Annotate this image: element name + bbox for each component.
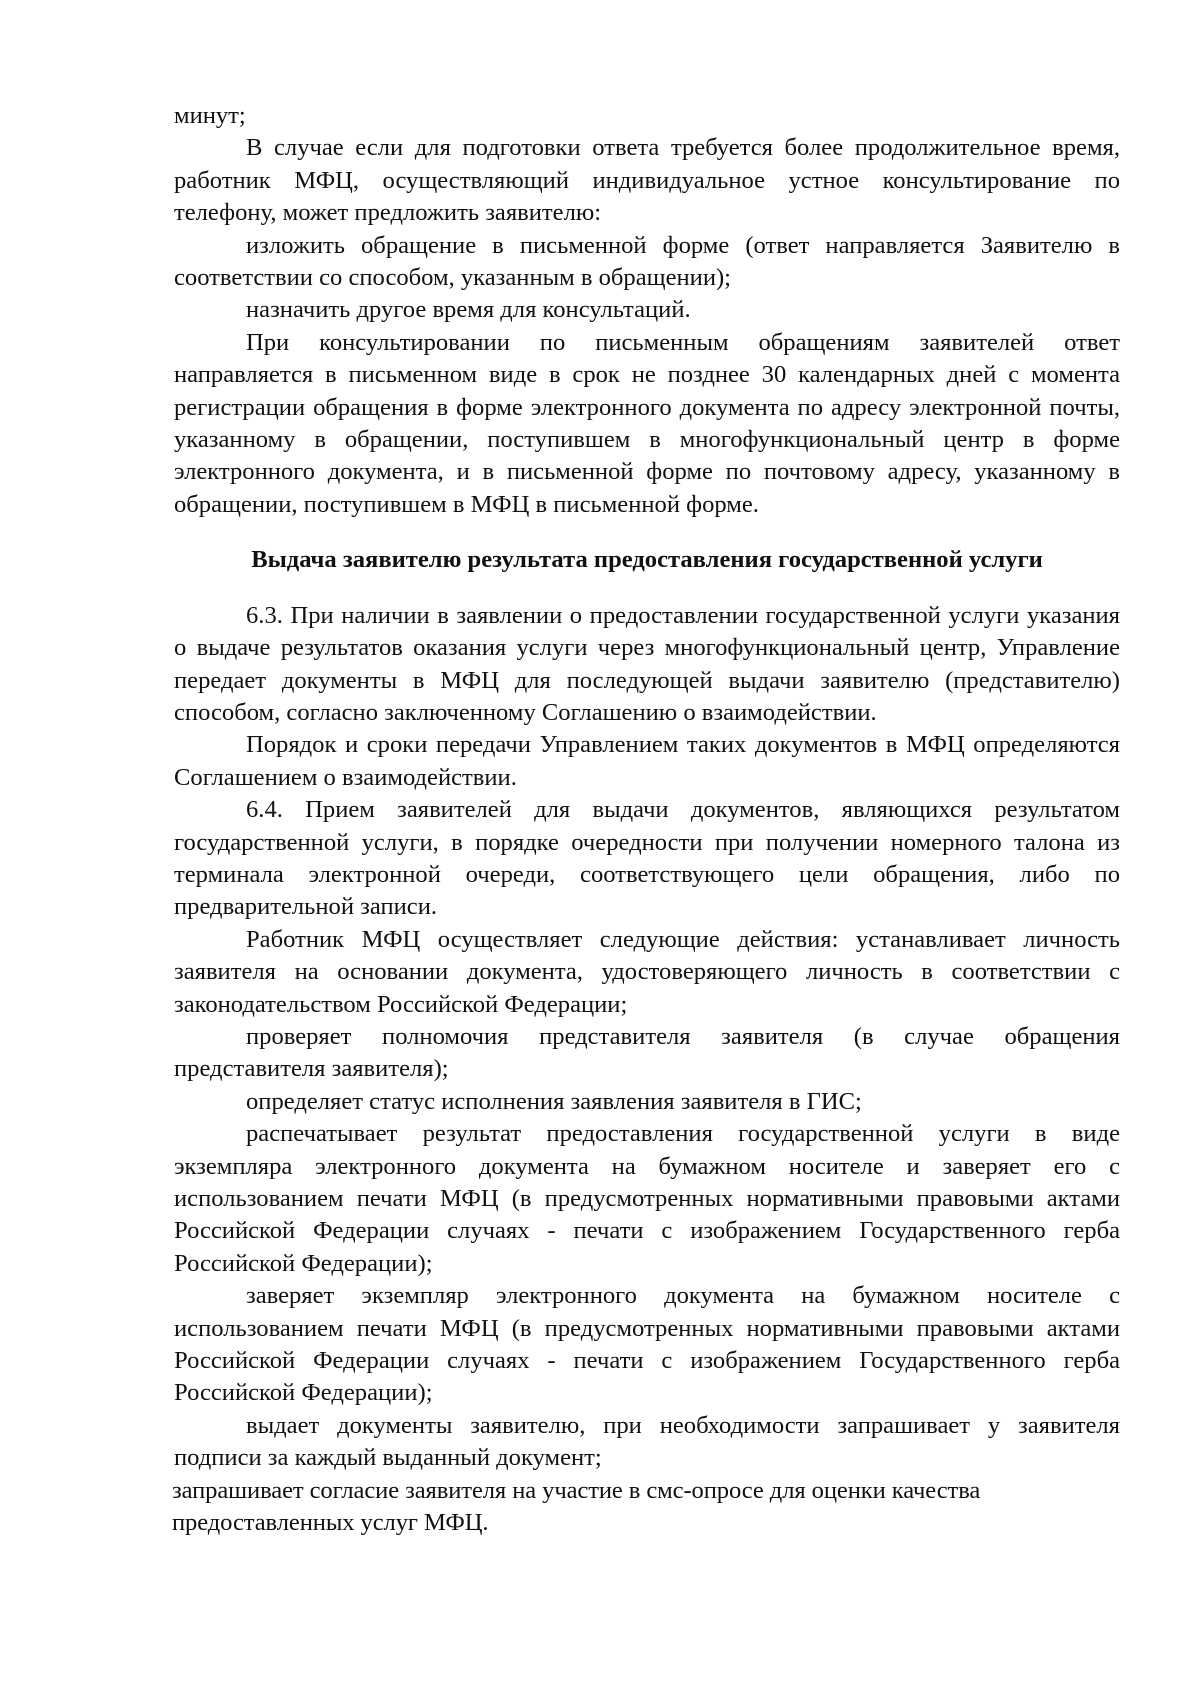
paragraph-print-result: распечатывает результат предоставления государственной услуги в виде экземпляра электронного документа на бумажном носителе и заверяет его с использованием печати МФЦ (в предусмотренных нормативными правовыми актами Российской Федерации случаях - печати с изображением Государственного герба Российской Федерации); xyxy=(174,1120,1120,1277)
paragraph-worker-actions: Работник МФЦ осуществляет следующие действия: устанавливает личность заявителя на основании документа, удостоверяющего личность в соответствии с законодательством Российской Федерации; xyxy=(174,925,1120,1018)
paragraph-written-consulting: При консультировании по письменным обращениям заявителей ответ направляется в письменном виде в срок не позднее 30 календарных дней с момента регистрации обращения в форме электронного документа по адресу электронной почты, указанному в обращении, поступившем в многофункциональный центр в форме электронного документа, и в письменной форме по почтовому адресу, указанному в обращении, поступившем в МФЦ в письменной форме. xyxy=(174,328,1120,518)
paragraph-transfer-order: Порядок и сроки передачи Управлением таких документов в МФЦ определяются Соглашением о взаимодействии. xyxy=(174,731,1120,791)
section-heading: Выдача заявителю результата предоставления государственной услуги xyxy=(251,546,1043,574)
paragraph-certify-copy: заверяет экземпляр электронного документа на бумажном носителе с использованием печати МФЦ (в предусмотренных нормативными правовыми актами Российской Федерации случаях - печати с изображением Государственного герба Российской Федерации); xyxy=(174,1282,1120,1407)
paragraph-status: определяет статус исполнения заявления заявителя в ГИС; xyxy=(246,1087,862,1115)
paragraph-written-request: изложить обращение в письменной форме (ответ направляется Заявителю в соответствии со способом, указанным в обращении); xyxy=(174,231,1120,292)
paragraph-check-authority: проверяет полномочия представителя заявителя (в случае обращения представителя заявителя); xyxy=(174,1022,1120,1083)
paragraph-6-4: 6.4. Прием заявителей для выдачи документов, являющихся результатом государственной услуги, в порядке очередности при получении номерного талона из терминала электронной очереди, соответствующего цели обращения, либо по предварительной записи. xyxy=(174,796,1120,921)
paragraph-longer-answer: В случае если для подготовки ответа требуется более продолжительное время, работник МФЦ, осуществляющий индивидуальное устное консультирование по телефону, может предложить заявителю: xyxy=(174,134,1120,227)
paragraph-minutes: минут; xyxy=(174,102,246,129)
paragraph-issue-documents: выдает документы заявителю, при необходимости запрашивает у заявителя подписи за каждый выданный документ; xyxy=(174,1411,1120,1472)
paragraph-other-time: назначить другое время для консультаций. xyxy=(246,296,691,324)
paragraph-6-3: 6.3. При наличии в заявлении о предоставлении государственной услуги указания о выдаче результатов оказания услуги через многофункциональный центр, Управление передает документы в МФЦ для последующей выдачи заявителю (представителю) способом, согласно заключенному Соглашению о взаимодействии. xyxy=(174,601,1120,726)
paragraph-sms-survey: запрашивает согласие заявителя на участие в смс-опросе для оценки качества предоставленных услуг МФЦ. xyxy=(172,1476,981,1537)
document-body xyxy=(174,100,1120,1539)
